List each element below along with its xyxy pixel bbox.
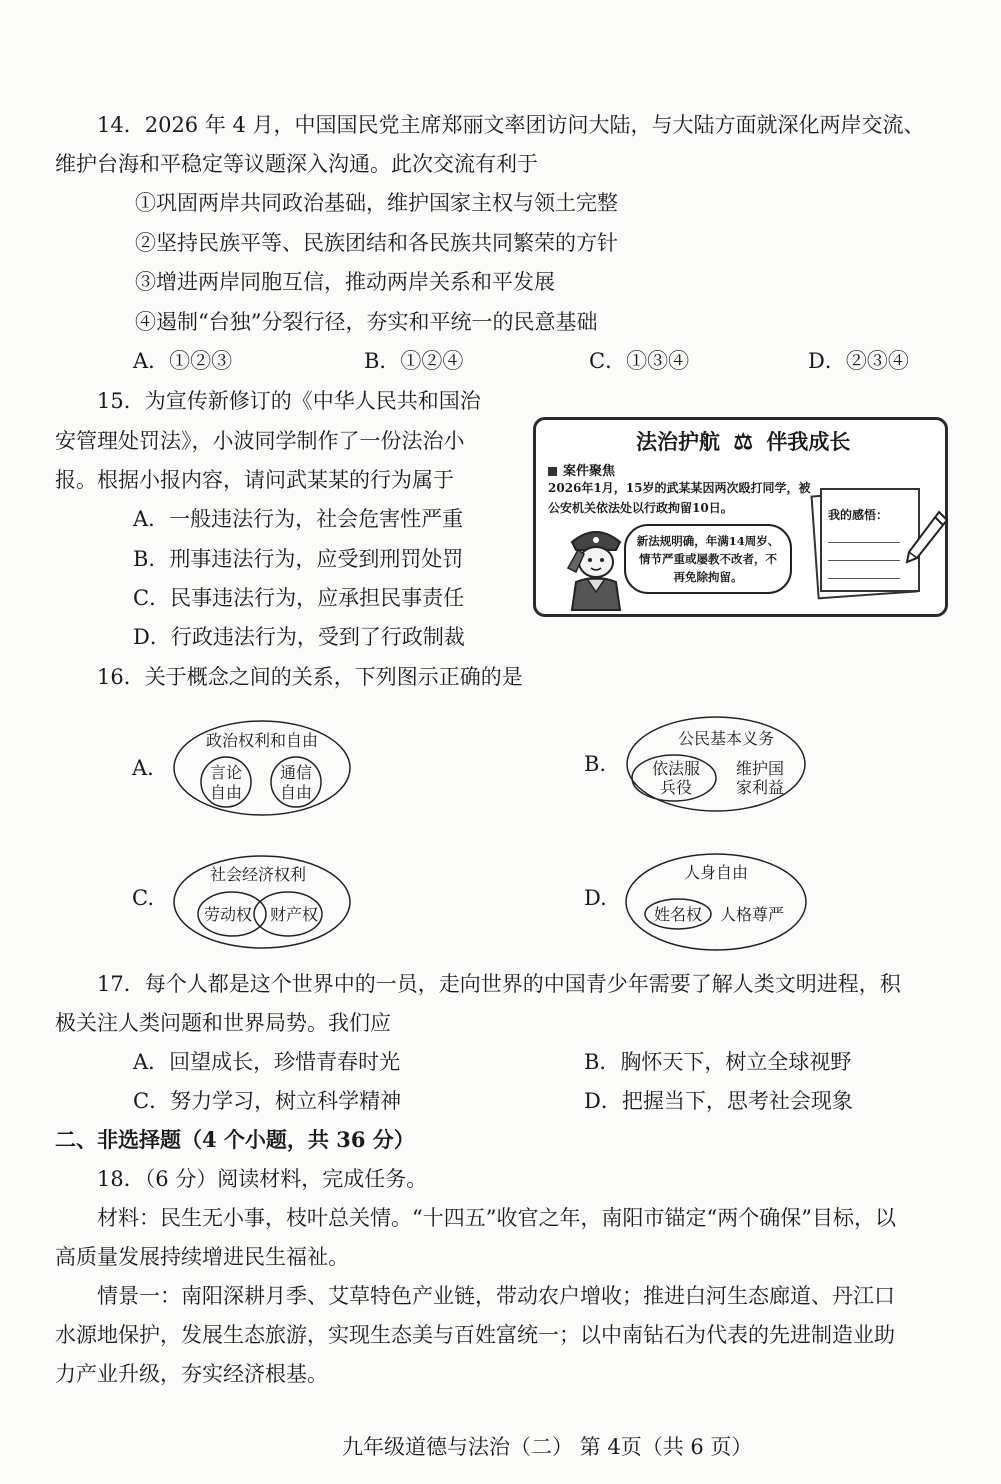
q17-option-a: A．回望成长，珍惜青春时光 xyxy=(133,1050,401,1074)
q17-option-d: D．把握当下，思考社会现象 xyxy=(584,1089,853,1113)
q16-option-a-label: A. xyxy=(132,756,154,780)
q17-option-c: C．努力学习，树立科学精神 xyxy=(133,1089,402,1113)
q14-stem-line2: 维护台海和平稳定等议题深入沟通。此次交流有利于 xyxy=(55,152,538,176)
note-line xyxy=(828,542,900,543)
q15-option-a: A．一般违法行为，社会危害性严重 xyxy=(133,507,464,531)
q18-material-line1: 材料：民生无小事，枝叶总关情。“十四五”收官之年，南阳市锚定“两个确保”目标，以 xyxy=(97,1206,896,1230)
q16-diagram-a xyxy=(170,718,370,818)
poster-section-label: 案件聚焦 xyxy=(563,464,616,479)
q16-diagram-b xyxy=(624,712,824,816)
diagram-c-outer: 社会经济权利 xyxy=(209,865,307,884)
scales-icon: ⚖ xyxy=(733,429,754,455)
q16-diagram-c xyxy=(170,852,370,952)
police-officer-icon xyxy=(558,520,634,612)
law-poster xyxy=(533,417,948,617)
q18-scenario-line1: 情景一：南阳深耕月季、艾草特色产业链，带动农户增收；推进白河生态廊道、丹江口 xyxy=(97,1284,895,1308)
diagram-b-outer: 公民基本义务 xyxy=(677,729,775,748)
q14-option-d: D．②③④ xyxy=(808,349,909,373)
q14-stem-line1: 14．2026 年 4 月，中国国民党主席郑丽文率团访问大陆，与大陆方面就深化两岸交流、 xyxy=(97,113,925,137)
diagram-a-inner2-line2: 自由 xyxy=(279,783,313,802)
q18-scenario-line2: 水源地保护，发展生态旅游，实现生态美与百姓富统一；以中南钻石为代表的先进制造业助 xyxy=(55,1323,895,1347)
diagram-c-inner1: 劳动权 xyxy=(203,905,253,924)
diagram-d-outer: 人身自由 xyxy=(683,863,749,882)
poster-title-right: 伴我成长 xyxy=(766,429,851,454)
q15-stem-line3: 报。根据小报内容，请问武某某的行为属于 xyxy=(55,468,454,492)
bullet-square-icon xyxy=(548,467,557,476)
q17-stem-line2: 极关注人类问题和世界局势。我们应 xyxy=(55,1011,391,1035)
q15-stem-line2: 安管理处罚法》，小波同学制作了一份法治小 xyxy=(55,429,465,453)
speech-bubble: 新法规明确，年满14周岁、情节严重或屡教不改者，不再免除拘留。 xyxy=(624,524,792,594)
pencil-icon xyxy=(901,508,951,568)
diagram-a-inner2-line1: 通信 xyxy=(279,763,313,782)
section-2-heading: 二、非选择题（4 个小题，共 36 分） xyxy=(55,1127,415,1152)
q15-option-d: D．行政违法行为，受到了行政制裁 xyxy=(133,625,465,649)
q16-option-d-label: D. xyxy=(584,886,607,910)
q14-option-c: C．①③④ xyxy=(589,349,690,373)
q16-diagram-d xyxy=(624,850,824,954)
diagram-d-inner2: 人格尊严 xyxy=(719,905,785,924)
diagram-a-outer: 政治权利和自由 xyxy=(205,731,319,750)
diagram-d-inner1: 姓名权 xyxy=(653,905,703,924)
diagram-c-inner2: 财产权 xyxy=(269,905,319,924)
q16-option-b-label: B. xyxy=(584,752,607,776)
note-line xyxy=(828,578,900,579)
page-footer: 九年级道德与法治（二） 第 4页（共 6 页） xyxy=(342,1435,753,1459)
q14-item-2: ②坚持民族平等、民族团结和各民族共同繁荣的方针 xyxy=(135,231,618,255)
note-line xyxy=(828,560,900,561)
diagram-b-inner2-line2: 家利益 xyxy=(735,778,785,797)
q16-option-c-label: C. xyxy=(132,886,154,910)
q17-stem-line1: 17．每个人都是这个世界中的一员，走向世界的中国青少年需要了解人类文明进程，积 xyxy=(97,972,901,996)
q14-item-1: ①巩固两岸共同政治基础，维护国家主权与领土完整 xyxy=(135,191,618,215)
note-label: 我的感悟： xyxy=(828,508,889,522)
poster-case-text: 2026年1月，15岁的武某某因两次殴打同学，被公安机关依法处以行政拘留10日。 xyxy=(548,481,811,515)
q16-stem: 16．关于概念之间的关系，下列图示正确的是 xyxy=(97,665,523,689)
diagram-a-inner1-line2: 自由 xyxy=(209,783,243,802)
diagram-b-inner1-line1: 依法服 xyxy=(651,759,701,778)
diagram-a-inner1-line1: 言论 xyxy=(209,763,243,782)
poster-title xyxy=(636,426,850,456)
poster-section-heading xyxy=(548,460,615,479)
q14-item-4: ④遏制“台独”分裂行径，夯实和平统一的民意基础 xyxy=(135,310,598,334)
q15-option-c: C．民事违法行为，应承担民事责任 xyxy=(133,586,465,610)
q18-material-line2: 高质量发展持续增进民生福祉。 xyxy=(55,1245,349,1269)
q18-scenario-line3: 力产业升级，夯实经济根基。 xyxy=(55,1362,328,1386)
q18-stem: 18．（6 分）阅读材料，完成任务。 xyxy=(97,1167,428,1191)
q14-option-b: B．①②④ xyxy=(364,349,464,373)
q15-stem-line1: 15．为宣传新修订的《中华人民共和国治 xyxy=(97,389,481,413)
q17-option-b: B．胸怀天下，树立全球视野 xyxy=(584,1050,852,1074)
q14-option-a: A．①②③ xyxy=(133,349,233,373)
poster-title-left: 法治护航 xyxy=(636,429,720,454)
diagram-b-inner1-line2: 兵役 xyxy=(659,778,693,797)
diagram-b-inner2-line1: 维护国 xyxy=(735,759,785,778)
q15-option-b: B．刑事违法行为，应受到刑罚处罚 xyxy=(133,547,464,571)
q14-item-3: ③增进两岸同胞互信，推动两岸关系和平发展 xyxy=(135,270,555,294)
